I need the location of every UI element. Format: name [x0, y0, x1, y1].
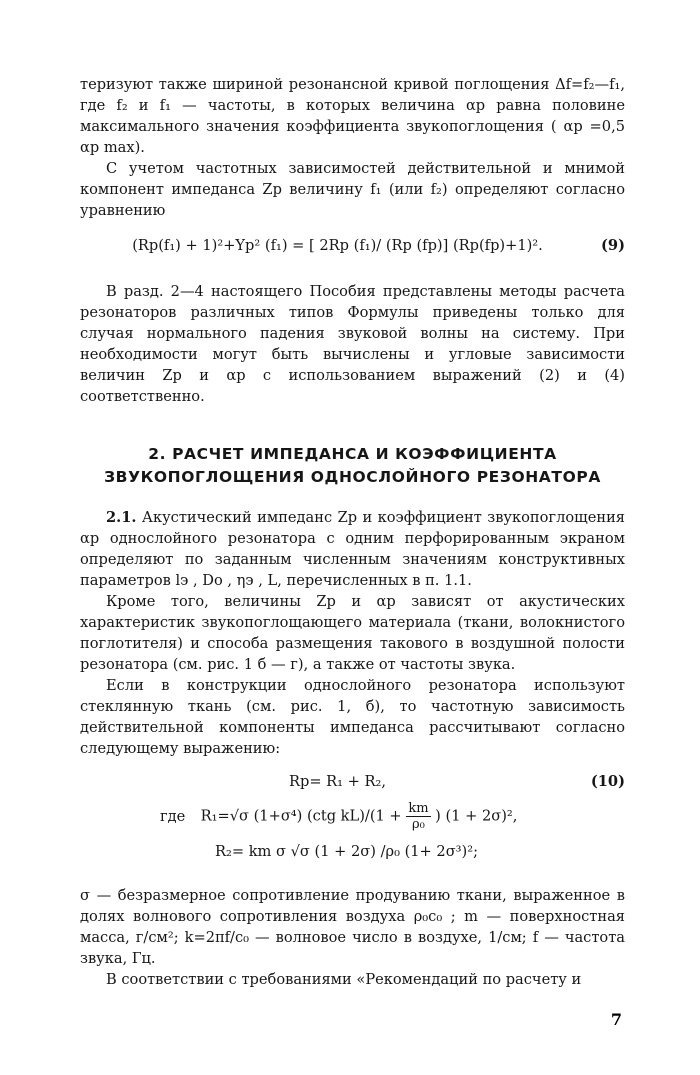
closing-paragraph: В соответствии с требованиями «Рекомендаций по расчету и [106, 971, 582, 988]
formula-10-main: Rр= R₁ + R₂, [288, 773, 387, 790]
fraction-numerator: km [408, 801, 429, 816]
formula-10-line-2 [80, 801, 625, 841]
equation-9-body: (Rр(f₁) + 1)²+Yр² (f₁) = [ 2Rр (f₁)/ (Rр (fр)] (Rр(fр)+1)². [132, 237, 543, 254]
formula-r1-left: R₁=√σ (1+σ⁴) (ctg kL)/(1 + [200, 807, 402, 825]
section-heading [80, 443, 625, 489]
intro-paragraph-3: В разд. 2—4 настоящего Пособия представлены методы расчета резонаторов различных типов Формулы приведены только для случая нормального падения звуковой волны на систему. При необходимости могут быть вычислены и угловые зависимости величин Zр и αр с использованием выражений (2) и (4) соответственно. [80, 283, 625, 405]
intro-paragraph-1: теризуют также шириной резонансной кривой поглощения Δf=f₂—f₁, где f₂ и f₁ — частоты, в которых величина αp равна половине максимального значения коэффициента звукопоглощения ( αp =0,5 αp max). [80, 76, 625, 156]
formula-10-line-1 [80, 771, 625, 801]
section-2-1-paragraph-1 [80, 507, 625, 591]
section-2-1-paragraph-3: Если в конструкции однослойного резонатора используют стеклянную ткань (см. рис. 1, б), то частотную зависимость действительной компоненты импеданса рассчитывают согласно следующему выражению: [80, 677, 625, 757]
section-2-1-number: 2.1. [106, 509, 137, 526]
section-2-1-text: Акустический импеданс Zр и коэффициент звукопоглощения αр однослойного резонатора с одним перфорированным экраном определяют по заданным численным значениям конструктивных параметров lэ , Dо , ηэ , L, перечисленных в п. 1.1. [80, 509, 626, 589]
section-heading-line-2: ЗВУКОПОГЛОЩЕНИЯ ОДНОСЛОЙНОГО РЕЗОНАТОРА [104, 468, 601, 486]
formula-10 [80, 771, 625, 873]
fraction-denominator: ρ₀ [411, 817, 425, 832]
formula-r2: R₂= km σ √σ (1 + 2σ) /ρ₀ (1+ 2σ³)²; [215, 843, 478, 860]
formula-r1-fraction [406, 801, 430, 832]
formula-where-word: где [160, 807, 186, 825]
formula-10-line-3 [80, 841, 625, 873]
definitions-paragraph: σ — безразмерное сопротивление продуванию ткани, выраженное в долях волнового сопротивления воздуха ρ₀c₀ ; m — поверхностная масса, г/см²; k=2πf/c₀ — волновое число в воздухе, 1/см; f — частота звука, Гц. [80, 887, 625, 967]
equation-9-number: (9) [601, 237, 625, 254]
page-number: 7 [610, 1010, 622, 1029]
page-body [80, 74, 625, 990]
equation-9 [80, 235, 625, 263]
section-2-1-paragraph-2: Кроме того, величины Zр и αр зависят от акустических характеристик звукопоглощающего материала (ткани, волокнистого поглотителя) и способа размещения такового в воздушной полости резонатора (см. рис. 1 б — г), а также от частоты звука. [80, 593, 625, 673]
intro-paragraph-2: С учетом частотных зависимостей действительной и мнимой компонент импеданса Zр величину f₁ (или f₂) определяют согласно уравнению [80, 160, 625, 219]
section-heading-line-1: 2. РАСЧЕТ ИМПЕДАНСА И КОЭФФИЦИЕНТА [148, 445, 557, 463]
formula-r1-right: ) (1 + 2σ)², [435, 807, 518, 825]
formula-10-number: (10) [590, 773, 625, 790]
